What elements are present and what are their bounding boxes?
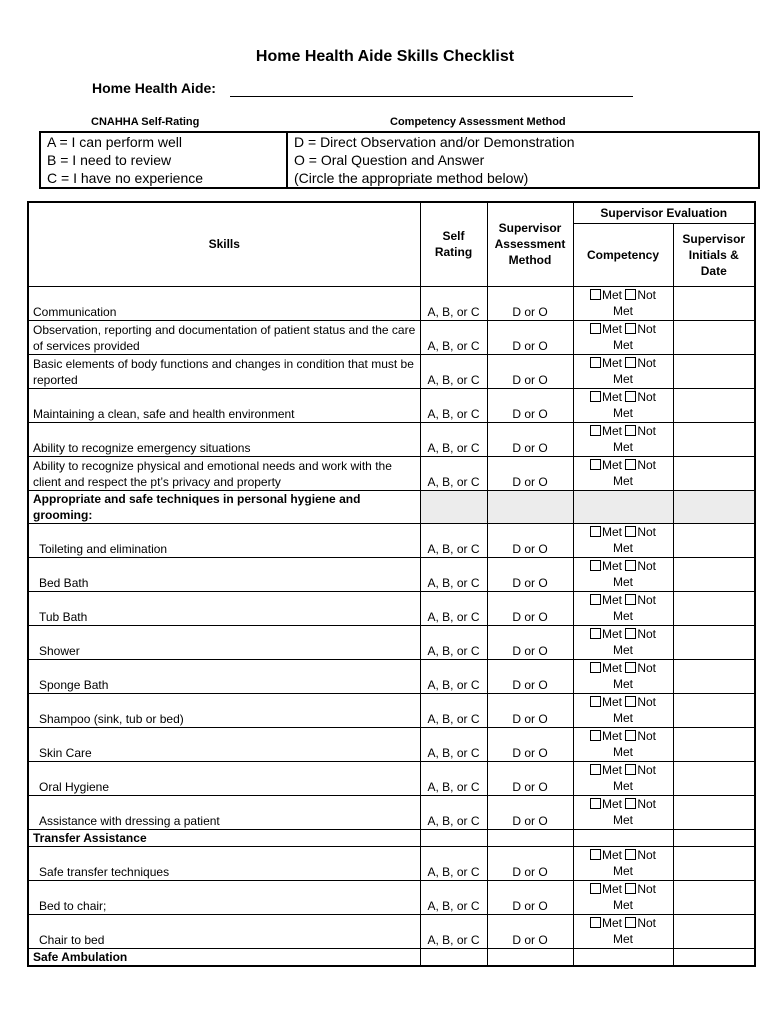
table-row — [28, 320, 755, 354]
self-rating-cell[interactable]: A, B, or C — [420, 659, 487, 693]
met-label: Met — [601, 524, 622, 539]
met-checkbox[interactable] — [590, 289, 601, 300]
met-checkbox[interactable] — [590, 425, 601, 436]
assessment-method-cell[interactable]: D or O — [487, 286, 573, 320]
table-row — [28, 388, 755, 422]
met-label: Met — [612, 371, 633, 386]
met-label: Met — [601, 423, 622, 438]
skill-label: Bed to chair; — [28, 880, 420, 914]
table-row — [28, 914, 755, 948]
col-skills: Skills — [28, 202, 420, 286]
assessment-method-cell[interactable]: D or O — [487, 456, 573, 490]
empty-cell — [673, 490, 755, 523]
not-label: Not — [637, 796, 657, 811]
empty-cell — [420, 948, 487, 966]
assessment-method-cell[interactable]: D or O — [487, 880, 573, 914]
rating-legend — [39, 131, 760, 189]
legend-rating-text: A = I can perform well — [40, 132, 287, 151]
met-label: Met — [601, 355, 622, 370]
met-checkbox[interactable] — [590, 391, 601, 402]
not-met-checkbox[interactable] — [625, 883, 636, 894]
empty-cell — [573, 490, 673, 523]
table-row — [28, 354, 755, 388]
met-checkbox[interactable] — [590, 662, 601, 673]
empty-cell — [420, 829, 487, 846]
legend-row — [40, 169, 759, 188]
met-label: Met — [612, 676, 633, 691]
skill-label: Maintaining a clean, safe and health environment — [28, 388, 420, 422]
initials-date-cell[interactable] — [673, 557, 755, 591]
initials-date-cell[interactable] — [673, 286, 755, 320]
table-row — [28, 761, 755, 795]
met-label: Met — [601, 457, 622, 472]
table-row — [28, 591, 755, 625]
competency-cell — [573, 727, 673, 761]
met-label: Met — [612, 863, 633, 878]
self-rating-cell[interactable]: A, B, or C — [420, 320, 487, 354]
met-label: Met — [601, 728, 622, 743]
assessment-method-cell[interactable]: D or O — [487, 388, 573, 422]
assessment-method-cell[interactable]: D or O — [487, 523, 573, 557]
skill-label: Observation, reporting and documentation of patient status and the care of services provided — [28, 320, 420, 354]
met-label: Met — [601, 847, 622, 862]
competency-cell — [573, 625, 673, 659]
met-label: Met — [601, 881, 622, 896]
met-checkbox[interactable] — [590, 323, 601, 334]
skill-label: Ability to recognize emergency situations — [28, 422, 420, 456]
not-met-checkbox[interactable] — [625, 594, 636, 605]
empty-cell — [487, 490, 573, 523]
met-label: Met — [601, 796, 622, 811]
skill-label: Sponge Bath — [28, 659, 420, 693]
skill-label: Shower — [28, 625, 420, 659]
not-met-checkbox[interactable] — [625, 459, 636, 470]
page-title: Home Health Aide Skills Checklist — [255, 48, 515, 65]
col-supervisor-method: Supervisor Assessment Method — [487, 202, 573, 286]
assessment-method-cell[interactable]: D or O — [487, 422, 573, 456]
met-label: Met — [612, 405, 633, 420]
skill-label: Safe transfer techniques — [28, 846, 420, 880]
method-header: Competency Assessment Method — [390, 116, 566, 128]
assessment-method-cell[interactable]: D or O — [487, 727, 573, 761]
met-label: Met — [612, 778, 633, 793]
met-label: Met — [601, 321, 622, 336]
skill-label: Toileting and elimination — [28, 523, 420, 557]
not-label: Not — [637, 660, 657, 675]
not-label: Not — [637, 321, 657, 336]
self-rating-cell[interactable]: A, B, or C — [420, 625, 487, 659]
table-row — [28, 286, 755, 320]
self-rating-cell[interactable]: A, B, or C — [420, 880, 487, 914]
initials-date-cell[interactable] — [673, 659, 755, 693]
met-checkbox[interactable] — [590, 798, 601, 809]
initials-date-cell[interactable] — [673, 354, 755, 388]
initials-date-cell[interactable] — [673, 422, 755, 456]
table-row — [28, 659, 755, 693]
category-row — [28, 829, 755, 846]
assessment-method-cell[interactable]: D or O — [487, 693, 573, 727]
col-competency: Competency — [573, 223, 673, 286]
empty-cell — [673, 948, 755, 966]
assessment-method-cell[interactable]: D or O — [487, 795, 573, 829]
met-checkbox[interactable] — [590, 764, 601, 775]
empty-cell — [487, 829, 573, 846]
table-row — [28, 727, 755, 761]
competency-cell — [573, 523, 673, 557]
met-checkbox[interactable] — [590, 459, 601, 470]
skill-label: Communication — [28, 286, 420, 320]
not-met-checkbox[interactable] — [625, 730, 636, 741]
self-rating-cell[interactable]: A, B, or C — [420, 388, 487, 422]
skills-checklist-table — [27, 201, 756, 967]
met-label: Met — [601, 558, 622, 573]
empty-cell — [487, 948, 573, 966]
met-label: Met — [612, 931, 633, 946]
not-met-checkbox[interactable] — [625, 526, 636, 537]
self-rating-cell[interactable]: A, B, or C — [420, 761, 487, 795]
not-met-checkbox[interactable] — [625, 798, 636, 809]
table-row — [28, 625, 755, 659]
not-met-checkbox[interactable] — [625, 425, 636, 436]
met-label: Met — [612, 439, 633, 454]
not-label: Not — [637, 847, 657, 862]
met-label: Met — [601, 626, 622, 641]
met-label: Met — [612, 303, 633, 318]
initials-date-cell[interactable] — [673, 625, 755, 659]
assessment-method-cell[interactable]: D or O — [487, 761, 573, 795]
not-met-checkbox[interactable] — [625, 696, 636, 707]
not-label: Not — [637, 694, 657, 709]
met-checkbox[interactable] — [590, 628, 601, 639]
assessment-method-cell[interactable]: D or O — [487, 625, 573, 659]
home-health-aide-name-field[interactable] — [230, 96, 633, 97]
self-rating-cell[interactable]: A, B, or C — [420, 846, 487, 880]
met-label: Met — [612, 744, 633, 759]
self-rating-cell[interactable]: A, B, or C — [420, 422, 487, 456]
initials-date-cell[interactable] — [673, 693, 755, 727]
self-rating-cell[interactable]: A, B, or C — [420, 456, 487, 490]
legend-method-text: (Circle the appropriate method below) — [294, 170, 529, 186]
met-label: Met — [601, 762, 622, 777]
category-row — [28, 948, 755, 966]
not-met-checkbox[interactable] — [625, 628, 636, 639]
not-met-checkbox[interactable] — [625, 849, 636, 860]
table-row — [28, 795, 755, 829]
table-row — [28, 456, 755, 490]
col-supervisor-evaluation: Supervisor Evaluation — [573, 202, 755, 223]
met-checkbox[interactable] — [590, 730, 601, 741]
competency-cell — [573, 422, 673, 456]
met-label: Met — [601, 592, 622, 607]
skill-label: Bed Bath — [28, 557, 420, 591]
category-label: Appropriate and safe techniques in personal hygiene and grooming: — [28, 490, 420, 523]
not-label: Not — [637, 915, 657, 930]
competency-cell — [573, 914, 673, 948]
initials-date-cell[interactable] — [673, 320, 755, 354]
met-label: Met — [601, 389, 622, 404]
self-rating-cell[interactable]: A, B, or C — [420, 286, 487, 320]
met-label: Met — [612, 574, 633, 589]
self-rating-cell[interactable]: A, B, or C — [420, 354, 487, 388]
not-met-checkbox[interactable] — [625, 323, 636, 334]
met-checkbox[interactable] — [590, 560, 601, 571]
skill-label: Ability to recognize physical and emotional needs and work with the client and respect the pt’s privacy and property — [28, 456, 420, 490]
initials-date-cell[interactable] — [673, 456, 755, 490]
skill-label: Oral Hygiene — [28, 761, 420, 795]
col-initials: Supervisor Initials & Date — [673, 223, 755, 286]
not-met-checkbox[interactable] — [625, 289, 636, 300]
initials-date-cell[interactable] — [673, 727, 755, 761]
competency-cell — [573, 456, 673, 490]
not-met-checkbox[interactable] — [625, 560, 636, 571]
category-row — [28, 490, 755, 523]
not-label: Not — [637, 762, 657, 777]
self-rating-cell[interactable]: A, B, or C — [420, 591, 487, 625]
self-rating-cell[interactable]: A, B, or C — [420, 727, 487, 761]
competency-cell — [573, 795, 673, 829]
not-met-checkbox[interactable] — [625, 391, 636, 402]
not-label: Not — [637, 287, 657, 302]
initials-date-cell[interactable] — [673, 388, 755, 422]
met-label: Met — [612, 710, 633, 725]
not-label: Not — [637, 355, 657, 370]
table-row — [28, 693, 755, 727]
competency-cell — [573, 846, 673, 880]
not-label: Not — [637, 524, 657, 539]
assessment-method-cell[interactable]: D or O — [487, 659, 573, 693]
skill-label: Assistance with dressing a patient — [28, 795, 420, 829]
not-label: Not — [637, 457, 657, 472]
met-label: Met — [612, 540, 633, 555]
competency-cell — [573, 591, 673, 625]
empty-cell — [420, 490, 487, 523]
competency-cell — [573, 354, 673, 388]
table-row — [28, 523, 755, 557]
empty-cell — [673, 829, 755, 846]
met-label: Met — [612, 812, 633, 827]
self-rating-cell[interactable]: A, B, or C — [420, 795, 487, 829]
legend-rating-text: B = I need to review — [40, 151, 287, 169]
met-label: Met — [612, 608, 633, 623]
competency-cell — [573, 320, 673, 354]
competency-cell — [573, 286, 673, 320]
not-label: Not — [637, 423, 657, 438]
assessment-method-cell[interactable]: D or O — [487, 557, 573, 591]
table-row — [28, 422, 755, 456]
not-met-checkbox[interactable] — [625, 662, 636, 673]
category-label: Safe Ambulation — [28, 948, 420, 966]
initials-date-cell[interactable] — [673, 914, 755, 948]
legend-rating-text: C = I have no experience — [40, 169, 287, 188]
met-label: Met — [601, 694, 622, 709]
home-health-aide-label: Home Health Aide: — [92, 80, 216, 96]
initials-date-cell[interactable] — [673, 591, 755, 625]
met-checkbox[interactable] — [590, 849, 601, 860]
met-label: Met — [612, 642, 633, 657]
met-checkbox[interactable] — [590, 357, 601, 368]
legend-row — [40, 151, 759, 169]
competency-cell — [573, 388, 673, 422]
met-checkbox[interactable] — [590, 594, 601, 605]
met-label: Met — [612, 337, 633, 352]
assessment-method-cell[interactable]: D or O — [487, 354, 573, 388]
competency-cell — [573, 557, 673, 591]
skill-label: Tub Bath — [28, 591, 420, 625]
met-checkbox[interactable] — [590, 696, 601, 707]
assessment-method-cell[interactable]: D or O — [487, 320, 573, 354]
not-label: Not — [637, 728, 657, 743]
not-label: Not — [637, 626, 657, 641]
met-checkbox[interactable] — [590, 883, 601, 894]
not-label: Not — [637, 558, 657, 573]
competency-cell — [573, 761, 673, 795]
competency-cell — [573, 880, 673, 914]
table-row — [28, 880, 755, 914]
met-label: Met — [612, 473, 633, 488]
initials-date-cell[interactable] — [673, 880, 755, 914]
not-met-checkbox[interactable] — [625, 917, 636, 928]
skill-label: Shampoo (sink, tub or bed) — [28, 693, 420, 727]
self-rating-cell[interactable]: A, B, or C — [420, 523, 487, 557]
self-rating-cell[interactable]: A, B, or C — [420, 914, 487, 948]
met-label: Met — [601, 660, 622, 675]
legend-row — [40, 132, 759, 151]
skill-label: Skin Care — [28, 727, 420, 761]
assessment-method-cell[interactable]: D or O — [487, 846, 573, 880]
not-label: Not — [637, 881, 657, 896]
category-label: Transfer Assistance — [28, 829, 420, 846]
initials-date-cell[interactable] — [673, 761, 755, 795]
met-label: Met — [601, 287, 622, 302]
skill-label: Chair to bed — [28, 914, 420, 948]
empty-cell — [573, 948, 673, 966]
legend-method-text: O = Oral Question and Answer — [294, 152, 485, 168]
assessment-method-cell[interactable]: D or O — [487, 591, 573, 625]
not-label: Not — [637, 592, 657, 607]
skill-label: Basic elements of body functions and changes in condition that must be reported — [28, 354, 420, 388]
legend-method-text: D = Direct Observation and/or Demonstration — [294, 134, 575, 150]
col-self-rating: Self Rating — [420, 202, 487, 286]
met-checkbox[interactable] — [590, 526, 601, 537]
self-rating-cell[interactable]: A, B, or C — [420, 693, 487, 727]
assessment-method-cell[interactable]: D or O — [487, 914, 573, 948]
table-row — [28, 557, 755, 591]
table-row — [28, 846, 755, 880]
initials-date-cell[interactable] — [673, 523, 755, 557]
not-met-checkbox[interactable] — [625, 357, 636, 368]
competency-cell — [573, 659, 673, 693]
self-rating-cell[interactable]: A, B, or C — [420, 557, 487, 591]
initials-date-cell[interactable] — [673, 846, 755, 880]
not-met-checkbox[interactable] — [625, 764, 636, 775]
initials-date-cell[interactable] — [673, 795, 755, 829]
met-label: Met — [601, 915, 622, 930]
competency-cell — [573, 693, 673, 727]
empty-cell — [573, 829, 673, 846]
not-label: Not — [637, 389, 657, 404]
met-label: Met — [612, 897, 633, 912]
self-rating-header: CNAHHA Self-Rating — [91, 116, 200, 128]
met-checkbox[interactable] — [590, 917, 601, 928]
